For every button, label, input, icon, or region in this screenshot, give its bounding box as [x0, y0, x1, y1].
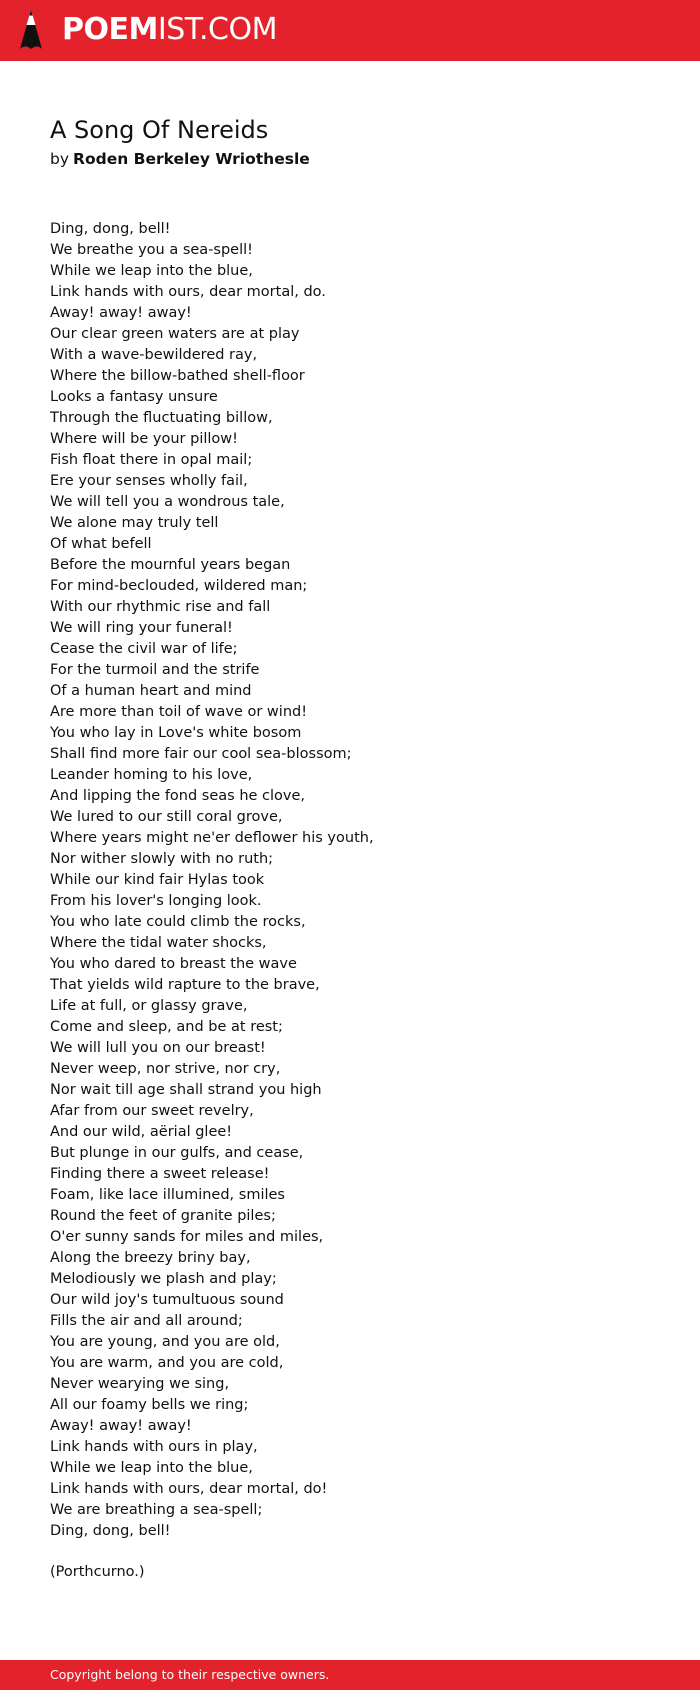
byline [50, 147, 310, 171]
poem-line: Foam, like lace illumined, smiles [50, 1187, 285, 1203]
poem-line: Away! away! away! [50, 1418, 192, 1434]
poem-line: Where the billow-bathed shell-floor [50, 368, 305, 384]
poem-line: From his lover's longing look. [50, 893, 262, 909]
poem-title: A Song Of Nereids [50, 116, 269, 144]
poem-line: But plunge in our gulfs, and cease, [50, 1145, 304, 1161]
poem-line: With our rhythmic rise and fall [50, 599, 271, 615]
poem-line: That yields wild rapture to the brave, [50, 977, 320, 993]
site-header [0, 0, 700, 61]
pencil-icon[interactable] [18, 9, 44, 51]
poem-line: We will lull you on our breast! [50, 1040, 266, 1056]
poem-line: Link hands with ours in play, [50, 1439, 258, 1455]
poem-line: For mind-beclouded, wildered man; [50, 578, 308, 594]
poem-line: Our clear green waters are at play [50, 326, 300, 342]
poem-line: We breathe you a sea-spell! [50, 242, 253, 258]
poem-line: Never weep, nor strive, nor cry, [50, 1061, 281, 1077]
poem-line: And lipping the fond seas he clove, [50, 788, 306, 804]
poem-line: You who late could climb the rocks, [50, 914, 306, 930]
site-logo[interactable] [62, 11, 277, 49]
poem-line: Our wild joy's tumultuous sound [50, 1292, 284, 1308]
poem-body [50, 219, 374, 1542]
poem-line: Melodiously we plash and play; [50, 1271, 277, 1287]
poem-line: You are warm, and you are cold, [50, 1355, 284, 1371]
logo-light-text: IST.COM [157, 12, 277, 47]
poem-line: Along the breezy briny bay, [50, 1250, 251, 1266]
author-name[interactable]: Roden Berkeley Wriothesle [73, 150, 310, 168]
poem-line: Link hands with ours, dear mortal, do. [50, 284, 326, 300]
poem-line: Of a human heart and mind [50, 683, 252, 699]
poem-line: Life at full, or glassy grave, [50, 998, 248, 1014]
poem-line: While our kind fair Hylas took [50, 872, 265, 888]
poem-line: While we leap into the blue, [50, 263, 253, 279]
by-label: by [50, 150, 70, 168]
poem-line: Before the mournful years began [50, 557, 291, 573]
poem-line: We will ring your funeral! [50, 620, 233, 636]
poem-line: Of what befell [50, 536, 152, 552]
poem-line: Round the feet of granite piles; [50, 1208, 276, 1224]
poem-line: Fills the air and all around; [50, 1313, 243, 1329]
poem-line: Where the tidal water shocks, [50, 935, 267, 951]
poem-line: Where years might ne'er deflower his youth, [50, 830, 374, 846]
poem-line: For the turmoil and the strife [50, 662, 260, 678]
poem-line: All our foamy bells we ring; [50, 1397, 249, 1413]
poem-line: O'er sunny sands for miles and miles, [50, 1229, 324, 1245]
logo-bold-text: POEM [62, 12, 158, 47]
poem-line: While we leap into the blue, [50, 1460, 253, 1476]
poem-line: You who lay in Love's white bosom [50, 725, 302, 741]
poem-line: And our wild, aërial glee! [50, 1124, 233, 1140]
poem-line: Cease the civil war of life; [50, 641, 238, 657]
poem-line: Ding, dong, bell! [50, 1523, 171, 1539]
poem-line: We alone may truly tell [50, 515, 219, 531]
poem-line: Fish float there in opal mail; [50, 452, 253, 468]
poem-line: Shall find more fair our cool sea-blossom; [50, 746, 352, 762]
site-footer [0, 1660, 700, 1690]
poem-line: Where will be your pillow! [50, 431, 238, 447]
poem-line: You who dared to breast the wave [50, 956, 297, 972]
poem-line: Nor wait till age shall strand you high [50, 1082, 322, 1098]
poem-line: Away! away! away! [50, 305, 192, 321]
poem-line: Through the fluctuating billow, [50, 410, 273, 426]
poem-line: We are breathing a sea-spell; [50, 1502, 263, 1518]
poem-line: Link hands with ours, dear mortal, do! [50, 1481, 328, 1497]
poem-line: Never wearying we sing, [50, 1376, 230, 1392]
poem-line: Finding there a sweet release! [50, 1166, 270, 1182]
poem-line: Nor wither slowly with no ruth; [50, 851, 274, 867]
poem-line: You are young, and you are old, [50, 1334, 280, 1350]
poem-line: Are more than toil of wave or wind! [50, 704, 308, 720]
poem-line: Leander homing to his love, [50, 767, 253, 783]
poem-line: Ere your senses wholly fail, [50, 473, 248, 489]
poem-line: We will tell you a wondrous tale, [50, 494, 285, 510]
poem-line: Afar from our sweet revelry, [50, 1103, 254, 1119]
poem-footnote: (Porthcurno.) [50, 1564, 145, 1580]
poem-line: Looks a fantasy unsure [50, 389, 218, 405]
poem-line: Come and sleep, and be at rest; [50, 1019, 283, 1035]
poem-line: With a wave-bewildered ray, [50, 347, 258, 363]
copyright-text: Copyright belong to their respective owners. [50, 1667, 330, 1682]
poem-line: We lured to our still coral grove, [50, 809, 283, 825]
poem-line: Ding, dong, bell! [50, 221, 171, 237]
